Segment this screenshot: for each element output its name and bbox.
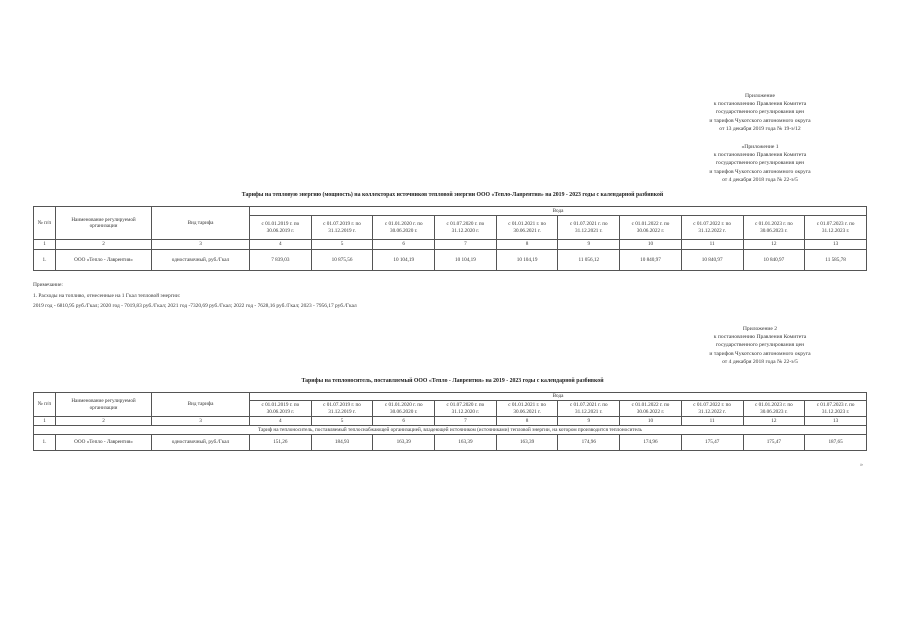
table2-index: 2 <box>56 417 152 426</box>
table1-period: с 01.01.2022 г. по 30.06.2022 г. <box>620 216 682 240</box>
table2-index: 7 <box>435 417 497 426</box>
table2-value: 163,39 <box>373 435 435 451</box>
appendix1-quote-line: «Приложение 1 <box>741 144 779 150</box>
table2-span-row: Тариф на теплоноситель, поставляемый теплоснабжающей организацией, владеющей источником (источниками) тепловой энергии, на котором производится теплоноситель <box>34 426 867 435</box>
table1-value: 10 104,19 <box>435 250 497 271</box>
table2-index: 3 <box>152 417 250 426</box>
table2-index: 10 <box>620 417 682 426</box>
table2-period: с 01.01.2019 г. по 30.06.2019 г. <box>250 401 312 417</box>
appendix2-line: Приложение 2 <box>742 326 778 332</box>
table1-row-num: 1. <box>34 250 56 271</box>
table1-index: 7 <box>435 240 497 250</box>
table1-index: 11 <box>681 240 743 250</box>
appendix1-quote-line: государственного регулирования цен <box>715 160 805 167</box>
table2-value: 184,93 <box>311 435 373 451</box>
table1-index: 12 <box>743 240 805 250</box>
table2-value: 187,65 <box>805 435 867 451</box>
table2-period: с 01.01.2021 г. по 30.06.2021 г. <box>496 401 558 417</box>
table1-index: 9 <box>558 240 620 250</box>
table2-row-org: ООО «Тепло - Лаврентия» <box>56 435 152 451</box>
table2-index: 11 <box>681 417 743 426</box>
table1 <box>33 206 867 271</box>
table2-period: с 01.01.2022 г. по 30.06.2022 г. <box>620 401 682 417</box>
table2-value: 151,26 <box>250 435 312 451</box>
table1-index: 4 <box>250 240 312 250</box>
table1-row-org: ООО «Тепло - Лаврентия» <box>56 250 152 271</box>
table2-head-num: № п/п <box>34 393 56 417</box>
table2-value: 175,47 <box>681 435 743 451</box>
table1-value: 7 839,03 <box>250 250 312 271</box>
table1-index: 13 <box>805 240 867 250</box>
appendix1-line: к постановлению Правления Комитета <box>713 101 807 108</box>
table2-index: 6 <box>373 417 435 426</box>
table2-index: 4 <box>250 417 312 426</box>
appendix1-line: и тарифов Чукотского автономного округа <box>709 117 811 124</box>
notes-detail: 2019 год - 6810,95 руб./Гкал; 2020 год - 7019,83 руб./Гкал; 2021 год -7320,69 руб./Гкал; 2022 год - 7628,16 руб./Гкал; 2023 - 7956,17 руб./Гкал <box>33 303 357 309</box>
table2-value: 174,96 <box>620 435 682 451</box>
table1-value: 10 104,19 <box>496 250 558 271</box>
table1-index: 6 <box>373 240 435 250</box>
table2-title: Тарифы на теплоноситель, поставляемый ООО «Тепло - Лаврентия» на 2019 - 2023 годы с календарной разбивкой <box>301 378 604 384</box>
table2-value: 163,39 <box>496 435 558 451</box>
table1-period: с 01.07.2020 г. по 31.12.2020 г. <box>435 216 497 240</box>
appendix1-header <box>690 92 830 133</box>
table2-period: с 01.07.2023 г. по 31.12.2023 г. <box>805 401 867 417</box>
table2-period: с 01.07.2021 г. по 31.12.2021 г. <box>558 401 620 417</box>
appendix2-line: к постановлению Правления Комитета <box>713 334 807 341</box>
table1-period: с 01.01.2020 г. по 30.06.2020 г. <box>373 216 435 240</box>
appendix2-header <box>690 325 830 366</box>
table1-period: с 01.07.2019 г. по 31.12.2019 г. <box>311 216 373 240</box>
table1-row <box>34 250 867 271</box>
table1-period: с 01.01.2019 г. по 30.06.2019 г. <box>250 216 312 240</box>
appendix1-line: государственного регулирования цен <box>715 109 805 116</box>
table2-period: с 01.07.2020 г. по 31.12.2020 г. <box>435 401 497 417</box>
table1-index: 3 <box>152 240 250 250</box>
table1-value: 11 056,12 <box>558 250 620 271</box>
appendix1-quote-header <box>690 143 830 184</box>
appendix1-line: от 13 декабря 2019 года № 19-э/12 <box>719 125 801 132</box>
table2-period: с 01.01.2020 г. по 30.06.2020 г. <box>373 401 435 417</box>
table1-head-group: Вода <box>250 207 867 216</box>
appendix1-line: Приложение <box>744 93 776 99</box>
appendix1-quote-line: к постановлению Правления Комитета <box>713 152 807 159</box>
appendix1-quote-line: от 4 декабря 2018 года № 22-э/5 <box>722 176 798 183</box>
table1-value: 11 585,78 <box>805 250 867 271</box>
table1-period: с 01.07.2022 г. по 31.12.2022 г. <box>681 216 743 240</box>
table1-head-org: Наименование регулируемой организации <box>56 207 152 240</box>
appendix1-quote-line: и тарифов Чукотского автономного округа <box>709 168 811 175</box>
table1-period: с 01.01.2023 г. по 30.06.2023 г. <box>743 216 805 240</box>
table2-index: 9 <box>558 417 620 426</box>
table2-period: с 01.07.2019 г. по 31.12.2019 г. <box>311 401 373 417</box>
table1-index: 2 <box>56 240 152 250</box>
table1-row-kind: одноставочный, руб./Гкал <box>152 250 250 271</box>
table2-index: 5 <box>311 417 373 426</box>
table2-row <box>34 435 867 451</box>
table1-period: с 01.01.2021 г. по 30.06.2021 г. <box>496 216 558 240</box>
table1-value: 10 875,56 <box>311 250 373 271</box>
appendix2-line: от 4 декабря 2018 года № 22-э/5 <box>722 358 798 365</box>
table2-value: 174,96 <box>558 435 620 451</box>
table2 <box>33 392 867 451</box>
table1-index: 5 <box>311 240 373 250</box>
table1-head-kind: Вид тарифа <box>152 207 250 240</box>
table2-index: 1 <box>34 417 56 426</box>
table1-value: 10 104,19 <box>373 250 435 271</box>
appendix2-line: и тарифов Чукотского автономного округа <box>709 350 811 357</box>
table1-value: 10 840,97 <box>681 250 743 271</box>
table1-head-num: № п/п <box>34 207 56 240</box>
notes-heading: Примечание: <box>33 282 63 288</box>
table2-head-kind: Вид тарифа <box>152 393 250 417</box>
table2-index: 8 <box>496 417 558 426</box>
table1-title: Тарифы на тепловую энергию (мощность) на коллекторах источников тепловой энергии ООО «Тепло-Лаврентия» на 2019 - 2023 годы с календарной разбивкой <box>241 192 664 198</box>
table2-value: 175,47 <box>743 435 805 451</box>
table1-value: 10 840,97 <box>743 250 805 271</box>
table2-row-num: 1. <box>34 435 56 451</box>
table1-period: с 01.07.2023 г. по 31.12.2023 г. <box>805 216 867 240</box>
table2-value: 163,39 <box>435 435 497 451</box>
table2-index: 13 <box>805 417 867 426</box>
table2-head-group: Вода <box>250 393 867 401</box>
appendix2-line: государственного регулирования цен <box>715 342 805 349</box>
table2-period: с 01.07.2022 г. по 31.12.2022 г. <box>681 401 743 417</box>
table1-value: 10 840,97 <box>620 250 682 271</box>
table1-index: 10 <box>620 240 682 250</box>
table1-index: 8 <box>496 240 558 250</box>
table1-index: 1 <box>34 240 56 250</box>
table1-period: с 01.07.2021 г. по 31.12.2021 г. <box>558 216 620 240</box>
table2-head-org: Наименование регулируемой организации <box>56 393 152 417</box>
closing-quote-mark: » <box>860 462 863 468</box>
table2-index: 12 <box>743 417 805 426</box>
table2-row-kind: одноставочный, руб./Гкал <box>152 435 250 451</box>
notes-item: 1. Расходы на топливо, отнесенные на 1 Гкал тепловой энергии: <box>33 293 181 299</box>
table2-period: с 01.01.2023 г. по 30.06.2023 г. <box>743 401 805 417</box>
